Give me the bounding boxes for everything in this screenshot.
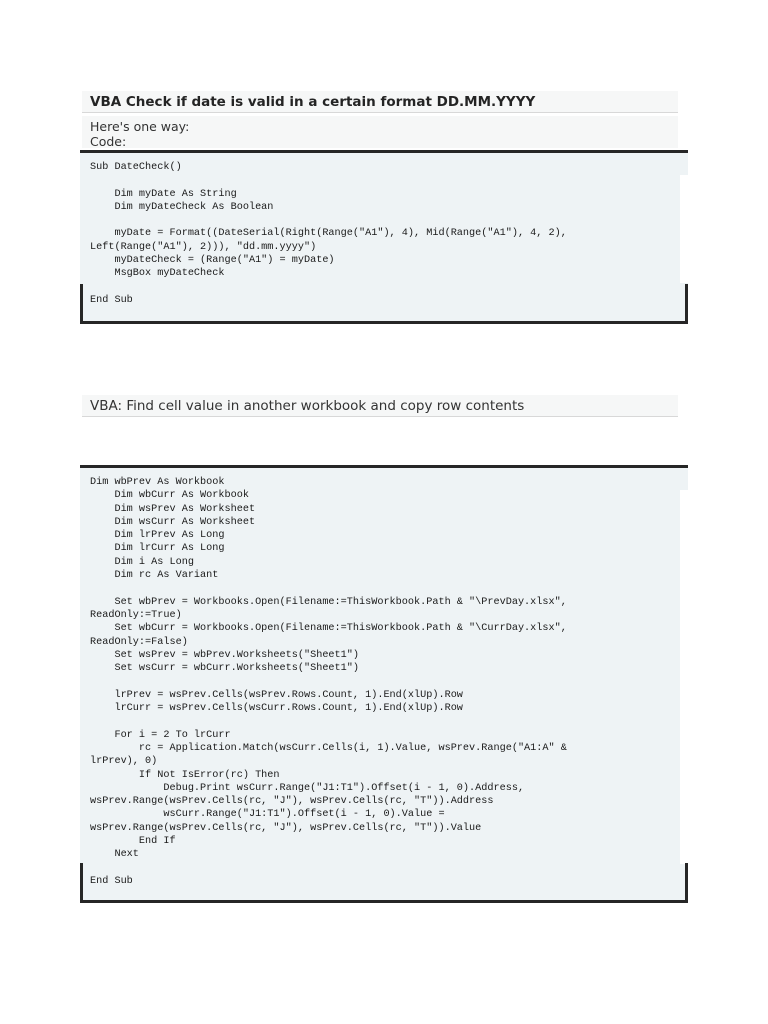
code-label: Code:	[90, 134, 127, 149]
intro-text: Here's one way:	[90, 119, 190, 134]
post-title-find-cell-value: VBA: Find cell value in another workbook and copy row contents	[82, 395, 678, 417]
code-text: Sub DateCheck() Dim myDate As String Dim myDateCheck As Boolean myDate = Format((DateSerial(Right(Range("A1"), 4), Mid(Range("A1"), 4, 2), Left(Range("A1"), 2))), "dd.mm.yyyy") myDateCheck = (Range("A1") = myDate) MsgBox myDateCheck End Sub	[90, 162, 567, 306]
code-text: Dim wbPrev As Workbook Dim wbCurr As Workbook Dim wsPrev As Worksheet Dim wsCurr As Worksheet Dim lrPrev As Long Dim lrCurr As Long Dim i As Long Dim rc As Variant Set wbPrev = Workbooks.Open(Filename:=ThisWorkbook.Path & "\PrevDay.xlsx", ReadOnly:=True) Set wbCurr = Workbooks.Open(Filename:=ThisWorkbook.Path & "\CurrDay.xlsx", ReadOnly:=False) Set wsPrev = wbPrev.Worksheets("Sheet1") Set wsCurr = wbCurr.Worksheets("Sheet1") lrPrev = wsPrev.Cells(wsPrev.Rows.Count, 1).End(xlUp).Row lrCurr = wsPrev.Cells(wsCurr.Rows.Count, 1).End(xlUp).Row For i = 2 To lrCurr rc = Application.Match(wsCurr.Cells(i, 1).Value, wsPrev.Range("A1:A" & lrPrev), 0) If Not IsError(rc) Then Debug.Print wsCurr.Range("J1:T1").Offset(i - 1, 0).Address, wsPrev.Range(wsPrev.Cells(rc, "J"), wsPrev.Cells(rc, "T")).Address wsCurr.Range("J1:T1").Offset(i - 1, 0).Value = wsPrev.Range(wsPrev.Cells(rc, "J"), wsPrev.Cells(rc, "T")).Value End If Next End Sub	[90, 477, 567, 887]
code-block-date-check	[80, 150, 688, 324]
post-title-date-check: VBA Check if date is valid in a certain format DD.MM.YYYY	[82, 91, 678, 113]
post-intro	[82, 116, 678, 148]
code-block-find-cell-value	[80, 465, 688, 903]
